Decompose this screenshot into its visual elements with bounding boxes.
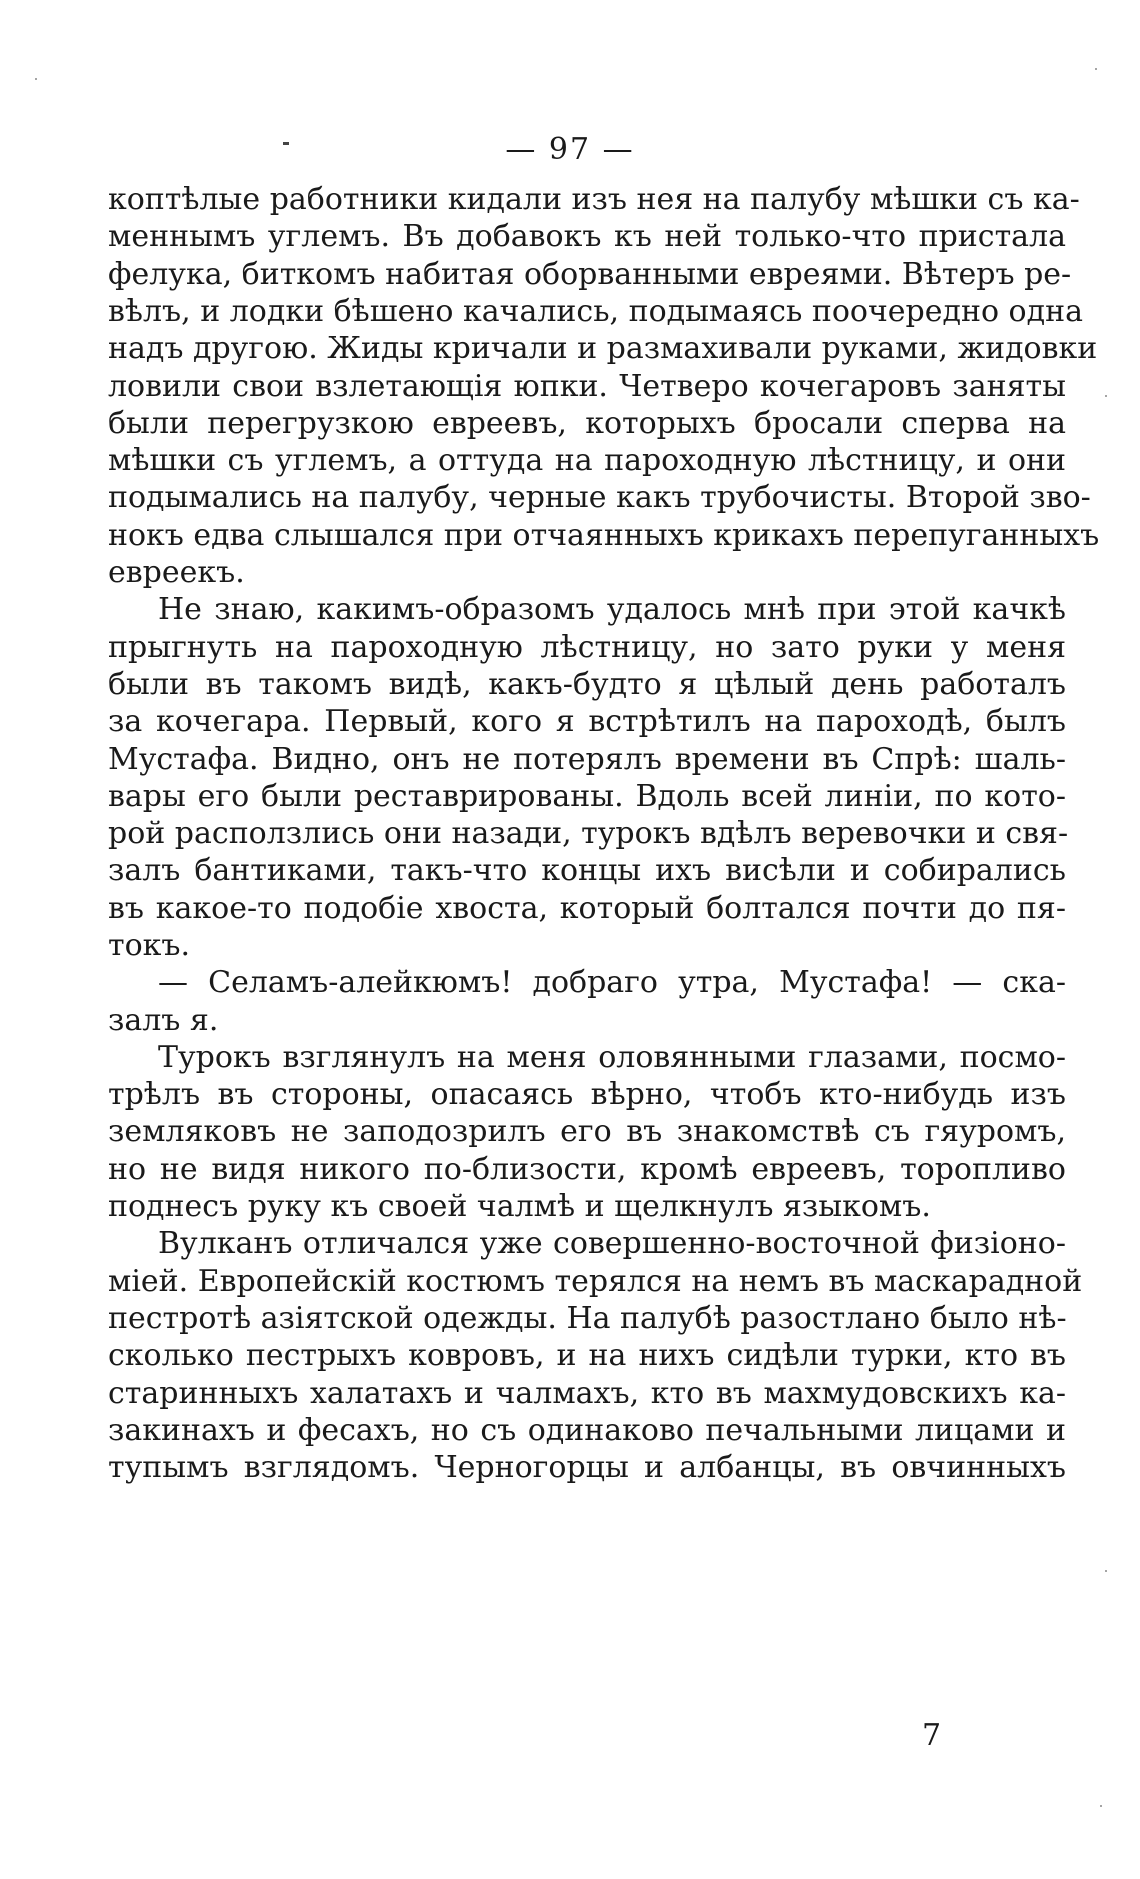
text-line: за кочегара. Первый, кого я встрѣтилъ на пароходѣ, былъ bbox=[108, 704, 1066, 739]
text-line: надъ другою. Жиды кричали и размахивали руками, жидовки bbox=[108, 331, 1098, 366]
text-line: рой расползлись они назади, турокъ вдѣлъ веревочки и свя- bbox=[108, 816, 1069, 851]
text-line: подымались на палубу, черные какъ трубочисты. Второй зво- bbox=[108, 480, 1091, 515]
text-line: трѣлъ въ стороны, опасаясь вѣрно, чтобъ кто-нибудь изъ bbox=[108, 1077, 1066, 1112]
text-line: — Селамъ-алейкюмъ! добраго утра, Мустафа! — ска- bbox=[158, 965, 1066, 1000]
page-number-header: — 97 — bbox=[505, 132, 635, 167]
text-line: прыгнуть на пароходную лѣстницу, но зато руки у меня bbox=[108, 630, 1066, 665]
text-line: залъ я. bbox=[108, 1003, 219, 1038]
text-line: поднесъ руку къ своей чалмѣ и щелкнулъ языкомъ. bbox=[108, 1189, 931, 1224]
signature-mark: 7 bbox=[922, 1718, 942, 1753]
text-line: меннымъ углемъ. Въ добавокъ къ ней только-что пристала bbox=[108, 219, 1066, 254]
text-line: вѣлъ, и лодки бѣшено качались, подымаясь поочередно одна bbox=[108, 294, 1083, 329]
text-line: въ какое-то подобіе хвоста, который болтался почти до пя- bbox=[108, 891, 1066, 926]
text-line: міей. Европейскій костюмъ терялся на немъ въ маскарадной bbox=[108, 1264, 1083, 1299]
text-line: коптѣлые работники кидали изъ нея на палубу мѣшки съ ка- bbox=[108, 182, 1080, 217]
text-line: нокъ едва слышался при отчаянныхъ крикахъ перепуганныхъ bbox=[108, 518, 1100, 553]
text-line: земляковъ не заподозрилъ его въ знакомствѣ съ гяуромъ, bbox=[108, 1114, 1066, 1149]
text-line: мѣшки съ углемъ, а оттуда на пароходную лѣстницу, и они bbox=[108, 443, 1066, 478]
text-line: Мустафа. Видно, онъ не потерялъ времени въ Спрѣ: шаль- bbox=[108, 742, 1066, 777]
text-line: но не видя никого по-близости, кромѣ евреевъ, торопливо bbox=[108, 1152, 1066, 1187]
text-line: токъ. bbox=[108, 928, 191, 963]
text-line: вары его были реставрированы. Вдоль всей линіи, по кото- bbox=[108, 779, 1066, 814]
text-line: были перегрузкою евреевъ, которыхъ бросали сперва на bbox=[108, 406, 1066, 441]
text-line: старинныхъ халатахъ и чалмахъ, кто въ махмудовскихъ ка- bbox=[108, 1376, 1066, 1411]
text-line: сколько пестрыхъ ковровъ, и на нихъ сидѣли турки, кто въ bbox=[108, 1338, 1066, 1373]
text-line: пестротѣ азіятской одежды. На палубѣ разостлано было нѣ- bbox=[108, 1301, 1067, 1336]
text-line: Турокъ взглянулъ на меня оловянными глазами, посмо- bbox=[158, 1040, 1066, 1075]
text-line: ловили свои взлетающія юпки. Четверо кочегаровъ заняты bbox=[108, 369, 1066, 404]
text-line: тупымъ взглядомъ. Черногорцы и албанцы, въ овчинныхъ bbox=[108, 1450, 1066, 1485]
text-line: Не знаю, какимъ-образомъ удалось мнѣ при этой качкѣ bbox=[158, 592, 1066, 627]
scan-speck bbox=[1100, 1805, 1102, 1807]
scan-speck bbox=[35, 78, 37, 80]
scan-speck bbox=[1105, 395, 1107, 397]
text-line: Вулканъ отличался уже совершенно-восточной физіоно- bbox=[158, 1226, 1066, 1261]
text-line: евреекъ. bbox=[108, 555, 245, 590]
text-line: были въ такомъ видѣ, какъ-будто я цѣлый день работалъ bbox=[108, 667, 1066, 702]
scan-speck bbox=[1105, 1570, 1107, 1572]
text-line: закинахъ и фесахъ, но съ одинаково печальными лицами и bbox=[108, 1413, 1066, 1448]
text-line: фелука, биткомъ набитая оборванными евреями. Вѣтеръ ре- bbox=[108, 257, 1072, 292]
text-line: залъ бантиками, такъ-что концы ихъ висѣли и собирались bbox=[108, 853, 1066, 888]
scan-speck bbox=[1095, 68, 1097, 70]
